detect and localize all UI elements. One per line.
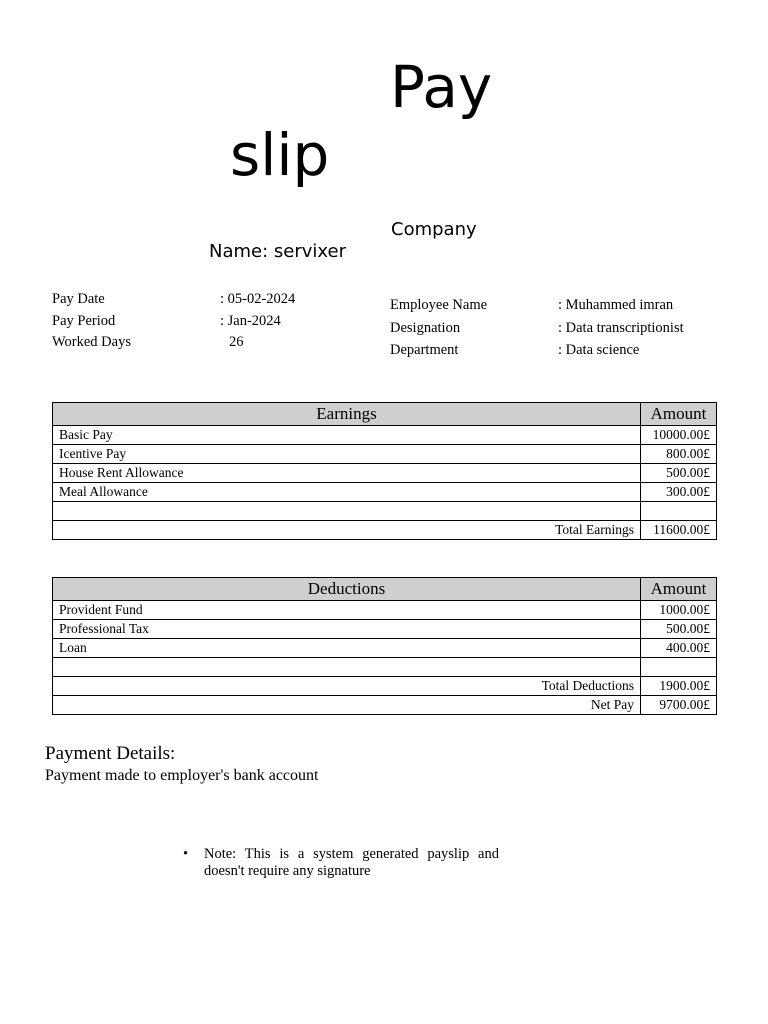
empty-cell xyxy=(53,502,641,521)
department-label: Department xyxy=(390,342,459,358)
earning-label: Icentive Pay xyxy=(53,445,641,464)
bullet-icon: • xyxy=(183,846,189,862)
earnings-amount-header: Amount xyxy=(641,403,717,426)
company-label: Company xyxy=(391,219,477,240)
pay-period-label: Pay Period xyxy=(52,313,116,329)
total-earnings-amount: 11600.00£ xyxy=(641,521,717,540)
earning-amount: 10000.00£ xyxy=(641,426,717,445)
note-block xyxy=(183,846,499,880)
table-row xyxy=(53,620,717,639)
deductions-amount-header: Amount xyxy=(641,578,717,601)
employee-name-label: Employee Name xyxy=(390,297,488,313)
total-deductions-amount: 1900.00£ xyxy=(641,677,717,696)
note-text: Note: This is a system generated payslip and doesn't require any signature xyxy=(204,846,499,879)
earning-label: Meal Allowance xyxy=(53,483,641,502)
deduction-amount: 500.00£ xyxy=(641,620,717,639)
deduction-label: Loan xyxy=(53,639,641,658)
pay-period-value: : Jan-2024 xyxy=(220,313,281,329)
deduction-label: Provident Fund xyxy=(53,601,641,620)
title-slip: slip xyxy=(230,121,330,189)
earnings-table xyxy=(52,402,717,540)
payment-details-text: Payment made to employer's bank account xyxy=(45,767,319,784)
deductions-header-row xyxy=(53,578,717,601)
table-row xyxy=(53,601,717,620)
empty-row xyxy=(53,658,717,677)
total-earnings-label: Total Earnings xyxy=(53,521,641,540)
empty-cell xyxy=(641,658,717,677)
table-row xyxy=(53,426,717,445)
employee-name-value: : Muhammed imran xyxy=(558,297,674,313)
total-deductions-row xyxy=(53,677,717,696)
net-pay-label: Net Pay xyxy=(53,696,641,715)
earnings-header-row xyxy=(53,403,717,426)
net-pay-amount: 9700.00£ xyxy=(641,696,717,715)
deduction-label: Professional Tax xyxy=(53,620,641,639)
empty-cell xyxy=(641,502,717,521)
earning-label: House Rent Allowance xyxy=(53,464,641,483)
company-name: Name: servixer xyxy=(209,241,346,262)
deduction-amount: 1000.00£ xyxy=(641,601,717,620)
earning-amount: 500.00£ xyxy=(641,464,717,483)
deductions-column-header: Deductions xyxy=(53,578,641,601)
title-pay: Pay xyxy=(390,53,493,121)
earning-amount: 300.00£ xyxy=(641,483,717,502)
net-pay-row xyxy=(53,696,717,715)
empty-cell xyxy=(53,658,641,677)
designation-value: : Data transcriptionist xyxy=(558,320,684,336)
earnings-column-header: Earnings xyxy=(53,403,641,426)
total-deductions-label: Total Deductions xyxy=(53,677,641,696)
worked-days-label: Worked Days xyxy=(52,334,131,350)
table-row xyxy=(53,483,717,502)
table-row xyxy=(53,464,717,483)
department-value: : Data science xyxy=(558,342,640,358)
earning-amount: 800.00£ xyxy=(641,445,717,464)
pay-date-label: Pay Date xyxy=(52,291,105,307)
worked-days-value: 26 xyxy=(229,334,244,350)
pay-date-value: : 05-02-2024 xyxy=(220,291,296,307)
payment-details-heading: Payment Details: xyxy=(45,743,176,764)
earning-label: Basic Pay xyxy=(53,426,641,445)
designation-label: Designation xyxy=(390,320,461,336)
deductions-table xyxy=(52,577,717,715)
empty-row xyxy=(53,502,717,521)
deduction-amount: 400.00£ xyxy=(641,639,717,658)
table-row xyxy=(53,639,717,658)
total-earnings-row xyxy=(53,521,717,540)
table-row xyxy=(53,445,717,464)
